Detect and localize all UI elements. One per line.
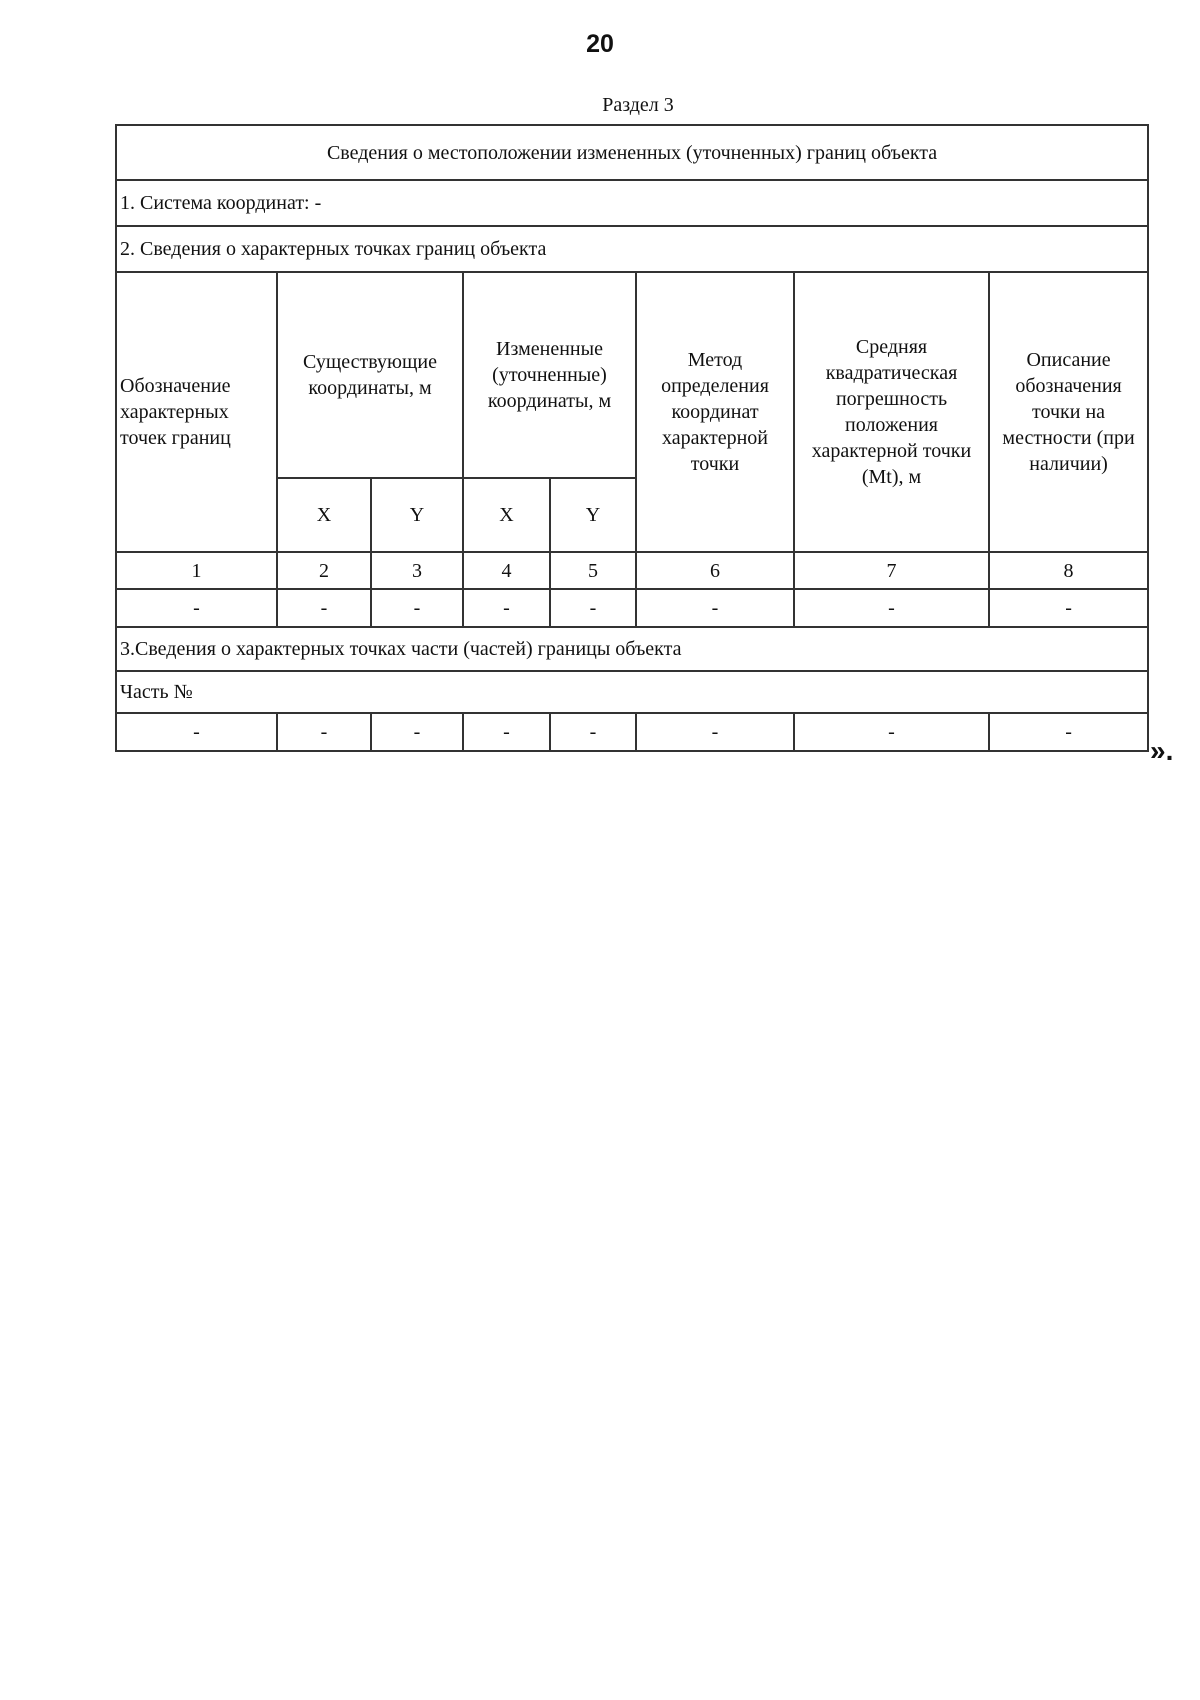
- header-changed-coordinates: Измененные (уточненные) координаты, м: [463, 272, 636, 478]
- table-cell: -: [794, 713, 989, 751]
- column-number-row: [116, 552, 1148, 589]
- header-changed-x: X: [463, 478, 550, 552]
- column-number: 8: [989, 552, 1148, 589]
- header-existing-y: Y: [371, 478, 463, 552]
- table-cell: -: [371, 589, 463, 627]
- table-cell: -: [277, 713, 371, 751]
- table-cell: -: [794, 589, 989, 627]
- part-number-row: Часть №: [116, 671, 1148, 713]
- column-number: 2: [277, 552, 371, 589]
- table-cell: -: [371, 713, 463, 751]
- header-description: Описание обозначения точки на местности (при наличии): [989, 272, 1148, 552]
- header-existing-coordinates: Существующие координаты, м: [277, 272, 463, 478]
- header-point-designation: Обозначение характерных точек границ: [116, 272, 277, 552]
- table-cell: -: [116, 713, 277, 751]
- table-cell: -: [463, 713, 550, 751]
- coordinate-system-row: 1. Система координат: -: [116, 180, 1148, 226]
- column-number: 1: [116, 552, 277, 589]
- parts-heading-row: 3.Сведения о характерных точках части (частей) границы объекта: [116, 627, 1148, 671]
- table-cell: -: [636, 589, 794, 627]
- points-heading-row: 2. Сведения о характерных точках границ объекта: [116, 226, 1148, 272]
- column-number: 3: [371, 552, 463, 589]
- points-data-row: [116, 589, 1148, 627]
- page-number: 20: [586, 30, 614, 58]
- header-rms-error: Средняя квадратическая погрешность положения характерной точки (Mt), м: [794, 272, 989, 552]
- header-existing-x: X: [277, 478, 371, 552]
- parts-data-row: [116, 713, 1148, 751]
- table-cell: -: [277, 589, 371, 627]
- column-number: 5: [550, 552, 636, 589]
- table-cell: -: [989, 713, 1148, 751]
- table-cell: -: [550, 589, 636, 627]
- closing-quote: ».: [1150, 735, 1174, 766]
- table-cell: -: [116, 589, 277, 627]
- column-number: 6: [636, 552, 794, 589]
- column-number: 7: [794, 552, 989, 589]
- table-title: Сведения о местоположении измененных (уточненных) границ объекта: [116, 125, 1148, 180]
- table-cell: -: [550, 713, 636, 751]
- header-method: Метод определения координат характерной точки: [636, 272, 794, 552]
- column-number: 4: [463, 552, 550, 589]
- table-cell: -: [463, 589, 550, 627]
- header-changed-y: Y: [550, 478, 636, 552]
- section-label: Раздел 3: [602, 94, 674, 116]
- boundary-points-table: [115, 124, 1149, 752]
- table-cell: -: [636, 713, 794, 751]
- table-cell: -: [989, 589, 1148, 627]
